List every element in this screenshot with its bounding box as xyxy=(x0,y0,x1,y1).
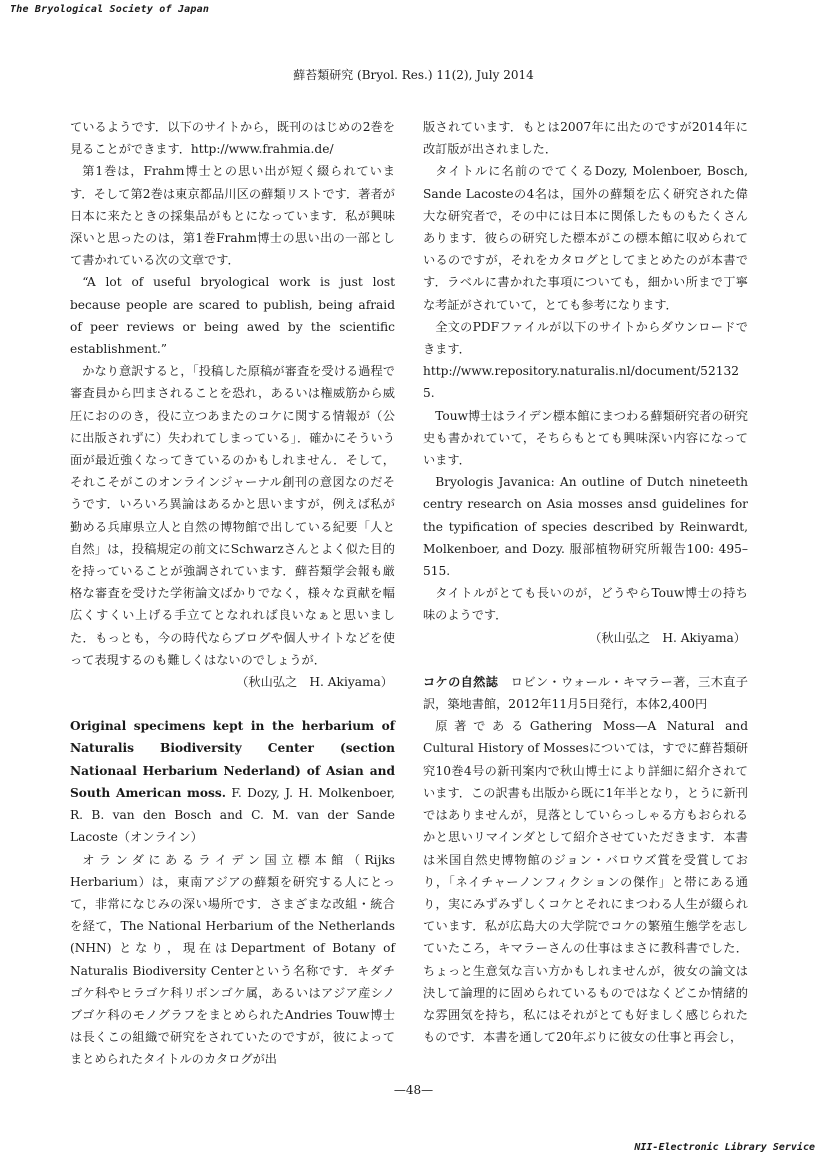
left-column xyxy=(70,116,395,1071)
review-heading xyxy=(423,671,748,715)
paragraph: かなり意訳すると，「投稿した原稿が審査を受ける過程で審査員から凹まされることを恐れ，あるいは権威筋から威圧におののき，役に立つあまたのコケに関する情報が（公に出版されずに）失われてしまっている」．確かにそういう面が最近強くなってきているのかもしれません．そして，それこそがこのオンラインジャーナル創刊の意図なのだそうです．いろいろ異論はあるかと思いますが，例えば私が勤める兵庫県立人と自然の博物館で出している紀要「人と自然」は，投稿規定の前文にSchwarzさんとよく似た目的を持っていることが強調されています．蘚苔類学会報も厳格な審査を受けた学術論文ばかりでなく，様々な貢献を幅広くすくい上げる手立てとなれれば良いなぁと思いました．もっとも，今の時代ならブログや個人サイトなどを使って表現するのも難しくはないのでしょうが． xyxy=(70,364,395,667)
citation: Bryologis Javanica: An outline of Dutch nineteeth centry research on Asia mosses ansd guidelines for the typification of species described by Reinwardt, Molkenboer, and Dozy. 服部植物研究所報告100: 495–515. xyxy=(423,475,748,579)
review-authors: ロビン・ウォール・キマラー著，三木直子訳，築地書館，2012年11月5日発行，本体2,400円 xyxy=(423,674,748,712)
paragraph: 版されています．もとは2007年に出たのですが2014年に改訂版が出されました． xyxy=(423,120,748,157)
quotation: “A lot of useful bryological work is just lost because people are scared to publish, being afraid of peer reviews or being awed by the scientific establishment.” xyxy=(70,275,395,357)
paragraph: タイトルに名前のでてくるDozy, Molenboer, Bosch, Sande Lacosteの4名は，国外の蘚類を広く研究された偉大な研究者で，その中には日本に関係したものもたくさんあります．彼らの研究した標本がこの標本館に収められているのですが，それをカタログとしてまとめたのが本書です．ラベルに書かれた事項についても，細かい所まで丁寧な考証がされていて，とても参考になります． xyxy=(423,164,748,312)
review-title: Original specimens kept in the herbarium of Naturalis Biodiversity Center (section Nationaal Herbarium Nederland) of Asian and South American moss. xyxy=(70,719,395,800)
review-authors: F. Dozy, J. H. Molkenboer, R. B. van den Bosch and C. M. van der Sande Lacoste（オンライン） xyxy=(70,785,395,845)
page-number: —48— xyxy=(393,1083,434,1097)
paragraph: Touw博士はライデン標本館にまつわる蘚類研究者の研究史も書かれていて，そちらもとても興味深い内容になっています． xyxy=(423,408,748,468)
running-head: 蘚苔類研究 (Bryol. Res.) 11(2), July 2014 xyxy=(293,68,534,82)
signature: （秋山弘之 H. Akiyama） xyxy=(236,675,393,690)
paragraph: 第1巻は，Frahm博士との思い出が短く綴られています．そして第2巻は東京都品川区の蘚類リストです．著者が日本に来たときの採集品がもとになっています．私が興味深いと思ったのは，第1巻Frahm博士の思い出の一部として書かれている次の文章です． xyxy=(70,164,395,268)
url-text: http://www.repository.naturalis.nl/document/521325. xyxy=(423,364,739,401)
right-column xyxy=(423,116,748,1048)
signature: （秋山弘之 H. Akiyama） xyxy=(589,630,746,645)
paragraph: オランダにあるライデン国立標本館（Rijks Herbarium）は，東南アジアの蘚類を研究する人にとって，非常になじみの深い場所です．さまざまな改組・統合を経て，The National Herbarium of the Netherlands (NHN) となり，現在はDepartment of Botany of Naturalis Biodiversity Centerという名称です．キダチゴケ科やヒラゴケ科リボンゴケ属，あるいはアジア産シノブゴケ科のモノグラフをまとめられたAndries Touw博士は長くこの組織で研究をされていたのですが，彼によってまとめられたタイトルのカタログが出 xyxy=(70,852,395,1067)
paragraph: 原著であるGathering Moss—A Natural and Cultural History of Mossesについては，すでに蘚苔類研究10巻4号の新刊案内で秋山博士により詳細に紹介されています．この訳書も出版から既に1年半となり，とうに新刊ではありませんが，見落としていらっしゃる方もおられるかと思いリマインダとして紹介させていただきます．本書は米国自然史博物館のジョン・バロウズ賞を受賞しており，「ネイチャーノンフィクションの傑作」と帯にある通り，実にみずみずしくコケとそれにまつわる人生が綴られています．私が広島大の大学院でコケの繁殖生態学を志していたころ，キマラーさんの仕事はまさに教科書でした．ちょっと生意気な言い方かもしれませんが，彼女の論文は決して論理的に固められているものではなくどこか情緒的な雰囲気を持ち，私にはそれがとても好ましく感じられたものです．本書を通して20年ぶりに彼女の仕事と再会し， xyxy=(423,719,748,1045)
library-service-label: NII-Electronic Library Service xyxy=(634,1142,815,1153)
paragraph: ているようです．以下のサイトから，既刊のはじめの2巻を見ることができます．http://www.frahmia.de/ xyxy=(70,120,395,157)
paragraph: タイトルがとても長いのが，どうやらTouw博士の持ち味のようです． xyxy=(423,586,748,623)
paragraph: 全文のPDFファイルが以下のサイトからダウンロードできます． xyxy=(423,319,748,357)
review-title: コケの自然誌 xyxy=(423,674,499,689)
society-name: The Bryological Society of Japan xyxy=(10,4,210,15)
review-heading xyxy=(70,715,395,848)
